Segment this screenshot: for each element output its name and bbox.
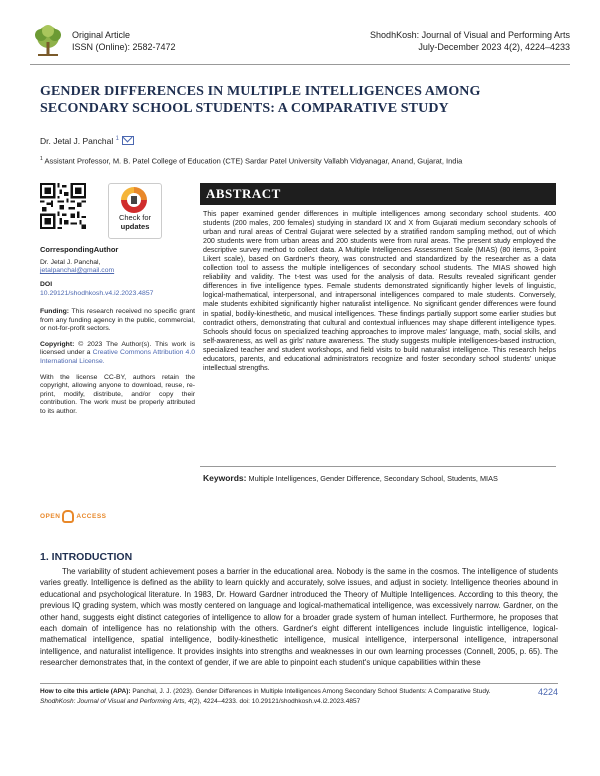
- header-left: [72, 29, 176, 53]
- open-access-right: ACCESS: [76, 513, 107, 521]
- journal-tree-logo: [30, 24, 66, 60]
- email-icon[interactable]: [122, 136, 134, 145]
- corresponding-author-email[interactable]: jetalpanchal@gmail.com: [40, 267, 115, 275]
- funding-label: Funding:: [40, 307, 70, 315]
- abstract-text: This paper examined gender differences in multiple intelligences among secondary school students. 400 students (200 males, 200 females) studying in standard IX and X from Gujarati medium secondary schools of urban and rural areas of Central Gujarat were selected by a stratified random sampling method, out of which 200 students were from urban areas and 200 students were from rural areas. The present study employed the descriptive survey method to collect data. A Multiple Intelligences Assessment Scale (MIAS) (80 items, 3-point Likert scale), based on Gardner's theory, was constructed and standardized by the researcher as a data collection tool to assess the multiple intelligences of secondary school students. The MIAS showed high reliability and validity. The t-test was used for the analysis of data. Results revealed significant gender differences in five intelligence types. Female students demonstrated significantly higher levels of linguistic, logical-mathematical, interpersonal, and intrapersonal intelligences compared to male students. Conversely, male students exhibited significantly higher naturalist intelligence. No significant gender differences were found in spatial, bodily-kinesthetic, and musical intelligences. These findings partially support some earlier studies but contradict others, demonstrating that cultural and contextual influences may shape different intelligence types. Schools should focus on specialized teaching approaches to improve males' language, math, social skills, and self-awareness, as well as girls' nature awareness. The study suggests multiple intelligences-based instruction, specialized teacher and student workshops, and field visits to build naturalist intelligence. This research helps educators, parents, and educational administrators recognize and foster secondary school students' unique intellectual strengths.: [203, 210, 556, 372]
- license-link[interactable]: Creative Commons Attribution 4.0 International License.: [40, 349, 195, 365]
- citation-journal: ShodhKosh: Journal of Visual and Performing Arts, 4: [40, 697, 192, 705]
- open-access-badge[interactable]: [40, 510, 107, 523]
- article-type: Original Article: [72, 30, 131, 40]
- funding-text: This research received no specific grant from any funding agency in the public, commercial, or not-for-profit sectors.: [40, 307, 195, 333]
- open-access-left: OPEN: [40, 513, 61, 521]
- affiliation: [40, 156, 462, 166]
- copyright-statement: [40, 341, 195, 367]
- citation-label: How to cite this article (APA):: [40, 688, 131, 695]
- funding-statement: [40, 308, 195, 334]
- issn: ISSN (Online): 2582-7472: [72, 42, 176, 52]
- affiliation-mark: 1: [40, 156, 43, 162]
- page-number: 4224: [537, 687, 558, 697]
- journal-name: ShodhKosh: Journal of Visual and Performing Arts: [370, 30, 570, 40]
- qr-code-icon: [40, 183, 86, 229]
- corresponding-author-label: CorrespondingAuthor: [40, 245, 119, 254]
- corresponding-author-name: Dr. Jetal J. Panchal,: [40, 258, 101, 266]
- doi-link[interactable]: 10.29121/shodhkosh.v4.i2.2023.4857: [40, 290, 154, 298]
- citation-footer: [40, 687, 510, 706]
- copyright-text: © 2023 The Author(s). This work is licensed under a: [40, 340, 195, 357]
- introduction-paragraph: [40, 566, 558, 669]
- author-name[interactable]: Dr. Jetal J. Panchal: [40, 136, 114, 146]
- author-line: [40, 135, 134, 146]
- crossmark-line2: updates: [120, 221, 150, 231]
- check-for-updates-label: [108, 214, 162, 231]
- section-heading-introduction: 1. INTRODUCTION: [40, 551, 133, 563]
- abstract-heading: ABSTRACT: [200, 183, 556, 205]
- header-divider: [30, 64, 570, 65]
- doi-label: DOI: [40, 280, 53, 288]
- crossmark-icon: [117, 185, 151, 215]
- affiliation-text: Assistant Professor, M. B. Patel College of Education (CTE) Sardar Patel University Vallabh Vidyanagar, Anand, Gujarat, India: [44, 156, 463, 166]
- header-right: [370, 29, 570, 53]
- footer-divider: [40, 683, 558, 684]
- license-note: With the license CC-BY, authors retain the copyright, allowing anyone to download, reuse, re-print, modify, distribute, and/or copy their contribution. The work must be properly attributed to its author.: [40, 373, 195, 415]
- keywords-divider: [200, 466, 556, 467]
- article-title: GENDER DIFFERENCES IN MULTIPLE INTELLIGENCES AMONG SECONDARY SCHOOL STUDENTS: A COMPARATIVE STUDY: [40, 84, 481, 116]
- keywords: [203, 474, 553, 484]
- introduction-text: The variability of student achievement poses a barrier in the educational area. Nobody is the same in the cosmos. The intelligence of students varies greatly. Intelligence is defined as the ability to learn quickly and accurately, solve issues, and adjust in society. Intelligence theories abound in educational and psychological literature. In 1983, Dr. Howard Gardner introduced the Theory of Multiple Intelligences. According to this theory, the previous IQ grading system, which was mostly centered on language and logical-mathematical intelligence, was excessively narrow. Gardner, on the other hand, suggests eight distinct categories of intelligence to allow for a broader grade system of human intellect. Furthermore, he proposes that each domain of intelligence has no relationship with the others. Gardner's eight different intelligences include linguistic intelligence, logical-mathematical intelligence, spatial intelligence, bodily-kinesthetic intelligence, musical intelligence, interpersonal intelligence, intrapersonal intelligence, and naturalist intelligence. It provides insights into strengths and weaknesses in our own learning processes (Connell, 2005, p. 65). The researcher demonstrates that, in the context of gender, if we are able to pinpoint each student's unique capabilities within these: [40, 567, 558, 668]
- article-info-column: [40, 246, 195, 424]
- author-affiliation-mark: 1: [115, 136, 119, 143]
- open-lock-icon: [62, 510, 74, 523]
- keywords-text: Multiple Intelligences, Gender Difference, Secondary School, Students, MIAS: [246, 474, 498, 483]
- citation-text: Panchal, J. J. (2023). Gender Differences in Multiple Intelligences Among Secondary School Students: A Comparative Study.: [130, 688, 491, 695]
- keywords-label: Keywords:: [203, 473, 247, 483]
- copyright-label: Copyright:: [40, 340, 75, 348]
- journal-issue: July-December 2023 4(2), 4224–4233: [418, 42, 570, 52]
- citation-tail: (2), 4224–4233. doi: 10.29121/shodhkosh.v4.i2.2023.4857: [191, 697, 361, 705]
- crossmark-line1: Check for: [118, 213, 152, 222]
